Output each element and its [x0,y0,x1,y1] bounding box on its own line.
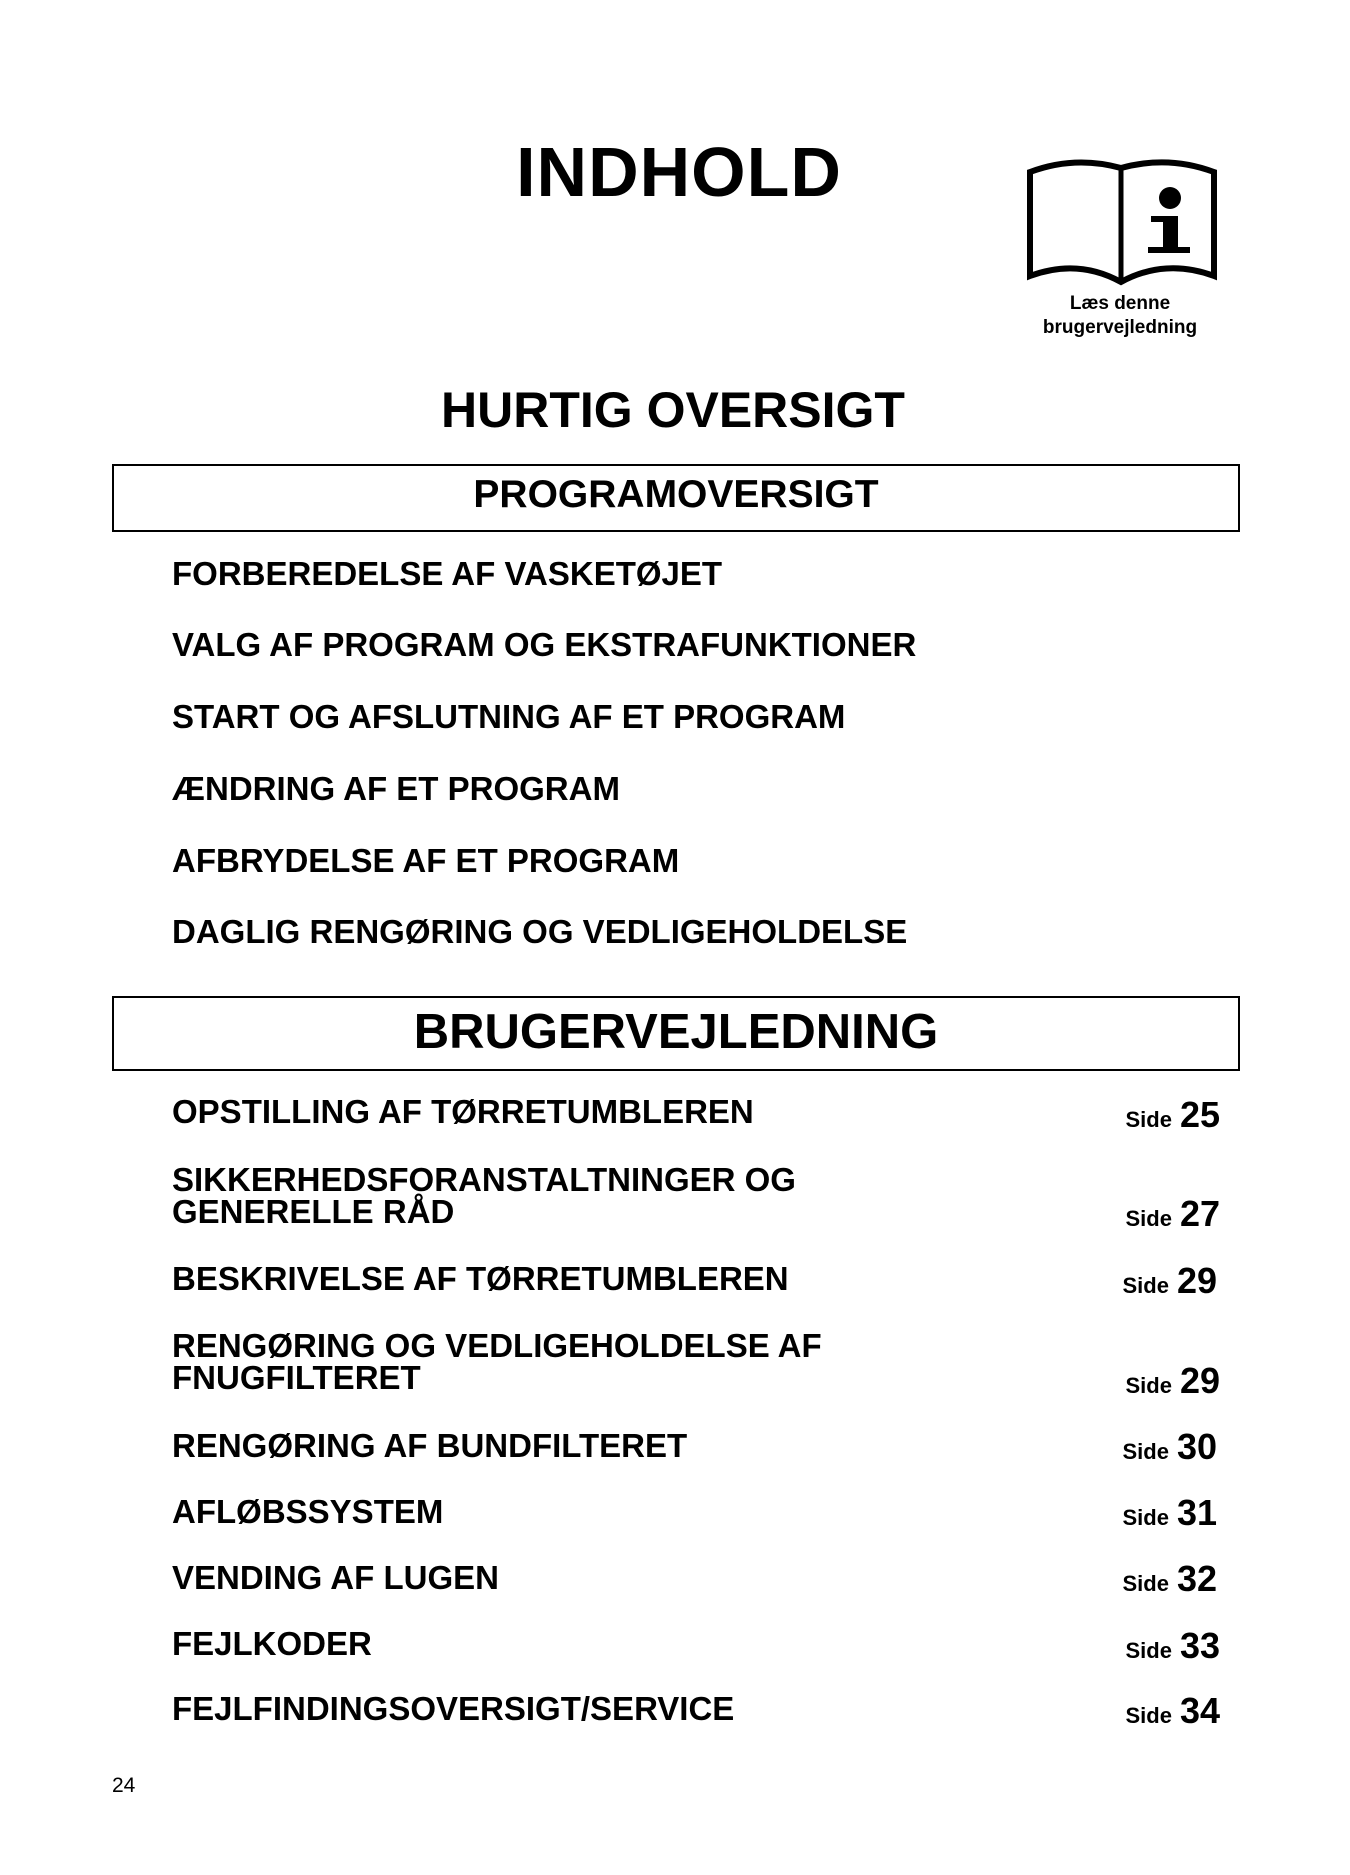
side-label: Side [1122,1571,1169,1596]
caption-line-1: Læs denne [1069,293,1171,314]
page-number-ref: 30 [1176,1426,1217,1467]
toc-page-ref[interactable] [1125,1690,1220,1731]
toc-page-ref[interactable] [1125,1625,1220,1666]
section-title-quick-overview: HURTIG OVERSIGT [441,382,905,438]
toc-item[interactable] [172,1493,444,1530]
toc-page-ref[interactable] [1122,1558,1217,1599]
toc-item-label: OPSTILLING AF TØRRETUMBLEREN [172,1093,754,1130]
section-header-box-program-overview [112,464,1240,532]
page-number-ref: 34 [1179,1690,1220,1731]
toc-item[interactable] [172,1427,688,1464]
toc-page-ref[interactable] [1125,1193,1220,1234]
side-label: Side [1122,1505,1169,1530]
side-label: Side [1125,1638,1172,1663]
toc-item-label: AFLØBSSYSTEM [172,1493,444,1530]
toc-item-label-line-1: SIKKERHEDSFORANSTALTNINGER OG [172,1161,796,1198]
page-number-ref: 29 [1176,1260,1217,1301]
toc-item-label: DAGLIG RENGØRING OG VEDLIGEHOLDELSE [172,913,908,950]
section-heading-user-guide: BRUGERVEJLEDNING [413,1005,939,1059]
toc-item[interactable] [172,1559,499,1596]
page-number-ref: 25 [1179,1094,1220,1135]
toc-item-label-line-1: RENGØRING OG VEDLIGEHOLDELSE AF [172,1327,822,1364]
toc-item-label: RENGØRING AF BUNDFILTERET [172,1427,688,1464]
toc-item[interactable] [172,1327,822,1396]
side-label: Side [1125,1107,1172,1132]
toc-item-label: BESKRIVELSE AF TØRRETUMBLEREN [172,1260,789,1297]
toc-item[interactable] [172,1690,735,1727]
toc-item-label: ÆNDRING AF ET PROGRAM [172,770,620,807]
toc-item-label: VENDING AF LUGEN [172,1559,499,1596]
page-number-ref: 29 [1179,1360,1220,1401]
toc-page-ref[interactable] [1122,1492,1217,1533]
toc-item-label: FORBEREDELSE AF VASKETØJET [172,555,723,592]
side-label: Side [1122,1273,1169,1298]
section-heading-program-overview: PROGRAMOVERSIGT [473,473,879,516]
toc-item[interactable] [172,1093,754,1130]
info-base [1148,247,1190,253]
toc-item-label: VALG AF PROGRAM OG EKSTRAFUNKTIONER [172,626,917,663]
toc-item[interactable] [172,698,846,735]
toc-item-label: FEJLKODER [172,1625,372,1662]
toc-item[interactable] [172,913,908,950]
toc-item-label: AFBRYDELSE AF ET PROGRAM [172,842,680,879]
page-number-ref: 31 [1176,1492,1217,1533]
side-label: Side [1125,1206,1172,1231]
toc-item[interactable] [172,770,620,807]
toc-item-label: FEJLFINDINGSOVERSIGT/SERVICE [172,1690,735,1727]
toc-page-ref[interactable] [1122,1260,1217,1301]
toc-item-label-line-2: FNUGFILTERET [172,1359,421,1396]
side-label: Side [1122,1439,1169,1464]
caption-line-2: brugervejledning [1042,317,1198,338]
toc-page-ref[interactable] [1122,1426,1217,1467]
toc-item[interactable] [172,626,917,663]
info-caption [1020,292,1220,340]
page-number-ref: 32 [1176,1558,1217,1599]
toc-item[interactable] [172,842,680,879]
info-serif-top [1151,216,1171,222]
info-dot [1159,187,1181,209]
book-info-icon [1022,158,1222,286]
toc-item-label: START OG AFSLUTNING AF ET PROGRAM [172,698,846,735]
toc-page-ref[interactable] [1125,1360,1220,1401]
toc-item[interactable] [172,1625,372,1662]
toc-item[interactable] [172,1161,796,1230]
section-header-box-user-guide [112,996,1240,1071]
toc-page-ref[interactable] [1125,1094,1220,1135]
page-number-ref: 27 [1179,1193,1220,1234]
toc-item[interactable] [172,555,723,592]
page-number: 24 [112,1774,136,1797]
side-label: Side [1125,1373,1172,1398]
toc-item-label-line-2: GENERELLE RÅD [172,1193,455,1230]
toc-item[interactable] [172,1260,789,1297]
page-title: INDHOLD [516,133,842,211]
side-label: Side [1125,1703,1172,1728]
page-number-ref: 33 [1179,1625,1220,1666]
